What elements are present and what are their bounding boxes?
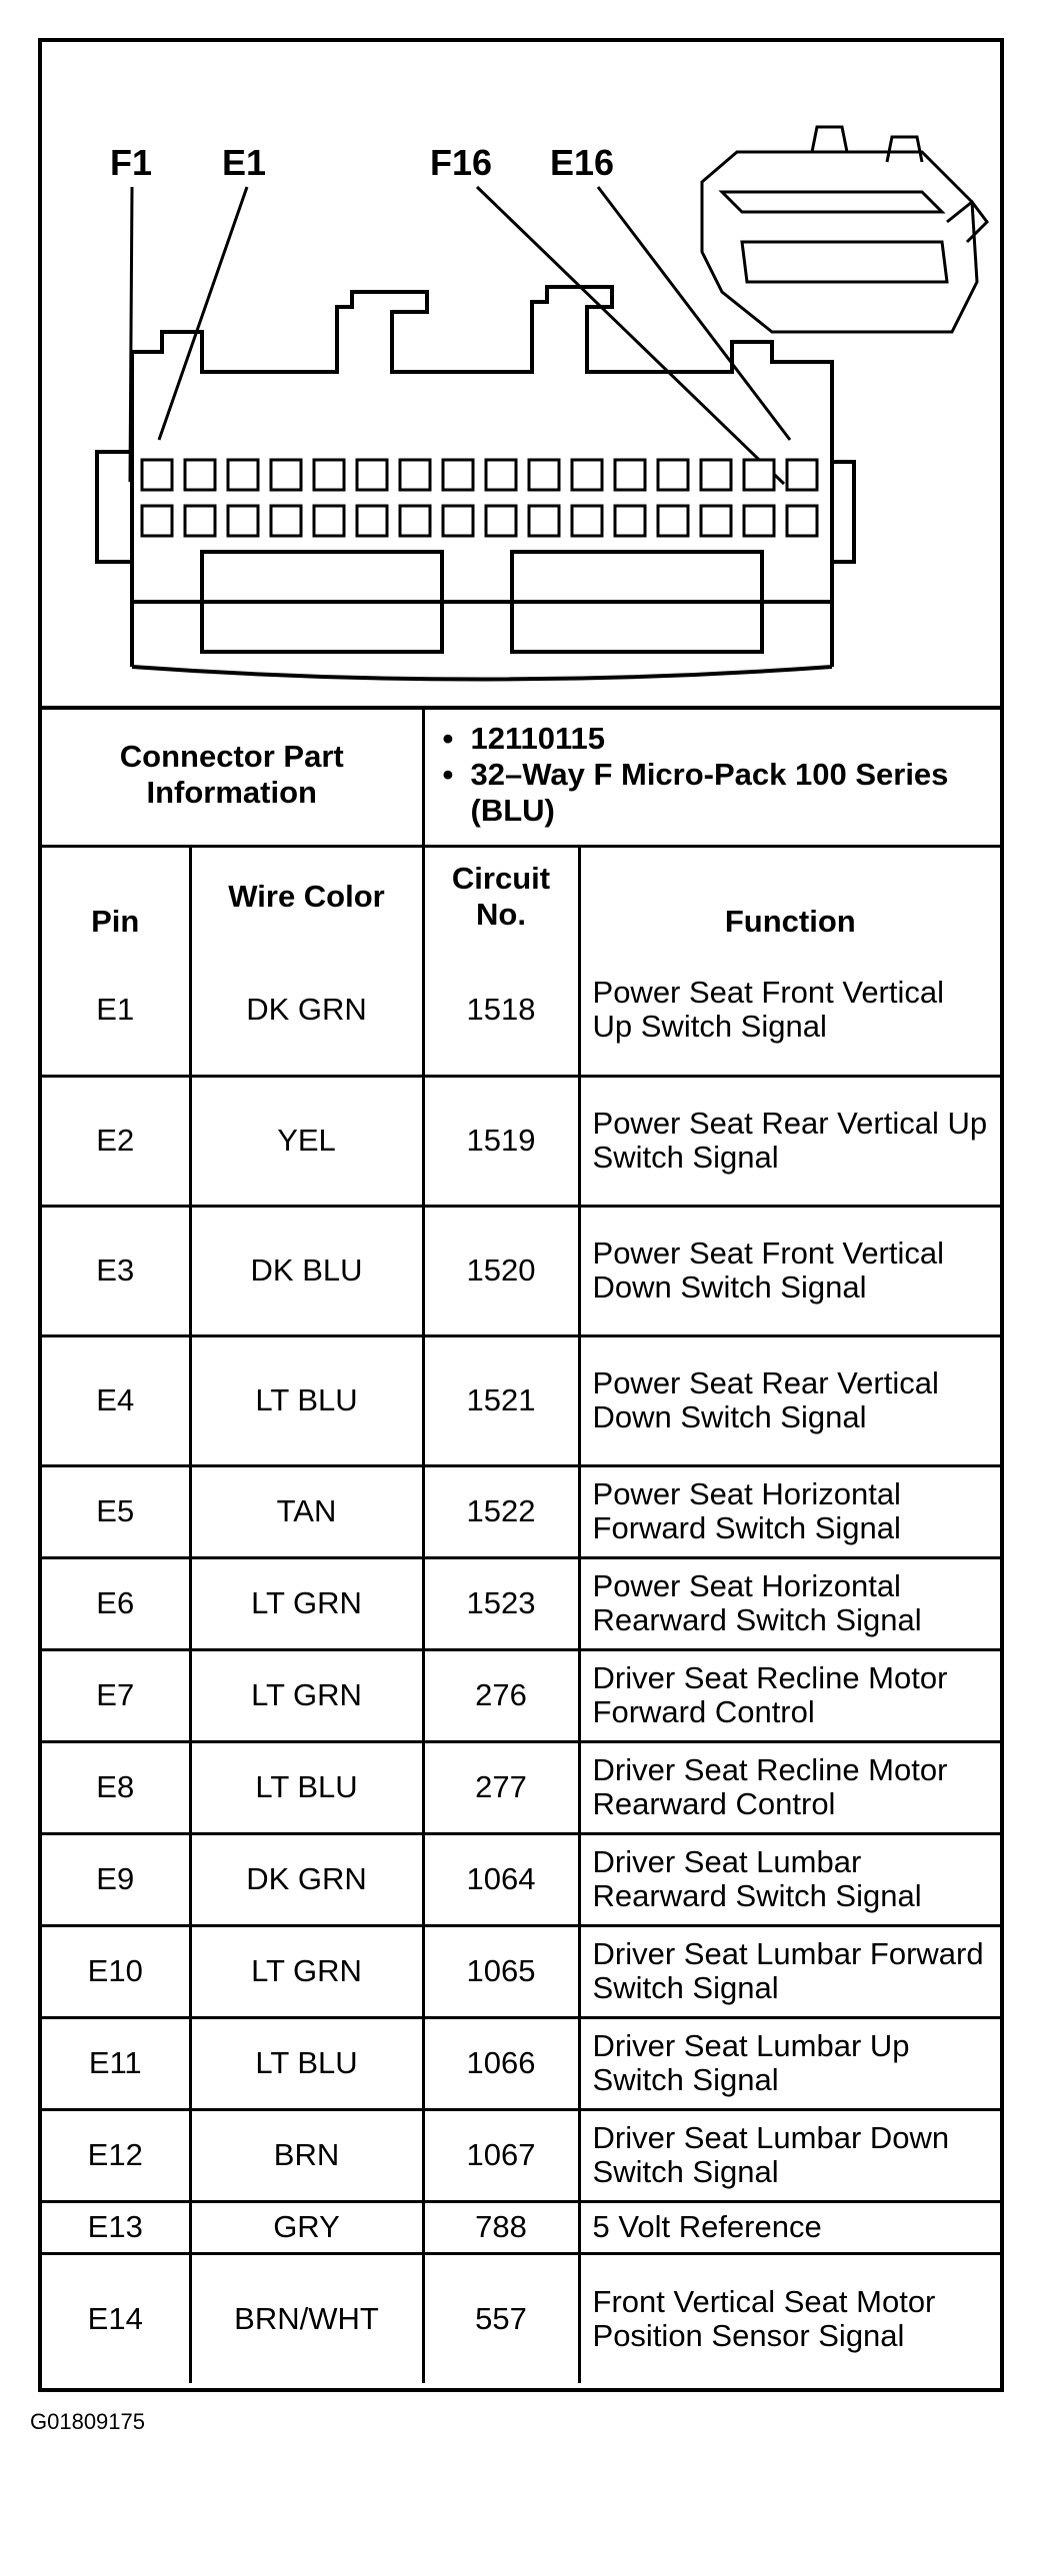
table-row: [42, 1649, 1000, 1741]
connector-iso-drawing: [702, 127, 987, 332]
circuit-cell: 1523: [423, 1557, 579, 1649]
circuit-cell: 1522: [423, 1465, 579, 1557]
table-row: [42, 2253, 1000, 2383]
table-row: [42, 2201, 1000, 2253]
pin-cell: E13: [42, 2201, 190, 2253]
circuit-cell: 276: [423, 1649, 579, 1741]
pin-cavity: [787, 460, 817, 490]
function-cell: Power Seat Front Vertical Up Switch Signal: [579, 946, 1000, 1076]
callout-e1: E1: [222, 142, 267, 183]
pin-cavity: [615, 506, 645, 536]
circuit-cell: 1064: [423, 1833, 579, 1925]
pin-cavity: [787, 506, 817, 536]
pin-cavity: [443, 460, 473, 490]
table-row: [42, 1833, 1000, 1925]
pin-cavity: [701, 506, 731, 536]
wire-color-cell: DK GRN: [190, 1833, 423, 1925]
function-cell: Front Vertical Seat Motor Position Sensor Signal: [579, 2253, 1000, 2383]
pin-cavity: [185, 506, 215, 536]
pin-cavity: [572, 460, 602, 490]
pin-cell: E11: [42, 2017, 190, 2109]
pin-cavity: [572, 506, 602, 536]
connector-info-row: [42, 706, 1000, 846]
wire-color-cell: LT BLU: [190, 1335, 423, 1465]
circuit-cell: 1520: [423, 1206, 579, 1335]
wire-color-cell: DK GRN: [190, 946, 423, 1076]
pin-cell: E3: [42, 1206, 190, 1335]
pin-cavity: [314, 506, 344, 536]
pin-cavity: [701, 460, 731, 490]
connector-diagram: [42, 42, 1000, 710]
pin-cavity: [142, 506, 172, 536]
function-cell: Power Seat Horizontal Rearward Switch Signal: [579, 1557, 1000, 1649]
pin-cavity: [529, 506, 559, 536]
pin-cavity: [357, 460, 387, 490]
function-cell: Driver Seat Recline Motor Rearward Control: [579, 1741, 1000, 1833]
function-cell: 5 Volt Reference: [579, 2201, 1000, 2253]
function-cell: Power Seat Rear Vertical Down Switch Signal: [579, 1335, 1000, 1465]
leader-line-e1: [159, 187, 247, 440]
pin-cell: E12: [42, 2109, 190, 2201]
function-cell: Driver Seat Lumbar Rearward Switch Signal: [579, 1833, 1000, 1925]
pinout-table: [42, 706, 1000, 2383]
table-row: [42, 1206, 1000, 1335]
wire-color-cell: TAN: [190, 1465, 423, 1557]
pin-cavity: [529, 460, 559, 490]
figure-id: G01809175: [30, 2409, 145, 2434]
pin-cavity: [357, 506, 387, 536]
circuit-cell: 277: [423, 1741, 579, 1833]
table-row: [42, 2017, 1000, 2109]
circuit-cell: 1521: [423, 1335, 579, 1465]
table-row: [42, 2109, 1000, 2201]
pin-cavity: [400, 460, 430, 490]
pin-cavity: [486, 460, 516, 490]
circuit-cell: 1065: [423, 1925, 579, 2017]
circuit-cell: 1066: [423, 2017, 579, 2109]
pin-cell: E9: [42, 1833, 190, 1925]
wire-color-cell: BRN/WHT: [190, 2253, 423, 2383]
pin-cavity: [615, 460, 645, 490]
pin-cavity: [228, 506, 258, 536]
wire-color-cell: BRN: [190, 2109, 423, 2201]
function-cell: Power Seat Rear Vertical Up Switch Signal: [579, 1076, 1000, 1206]
callout-f16: F16: [430, 142, 493, 183]
pin-cavity: [658, 506, 688, 536]
wire-color-cell: GRY: [190, 2201, 423, 2253]
connector-info-values: [423, 706, 1000, 846]
connector-info-label: Connector Part Information: [42, 706, 423, 846]
table-row: [42, 1925, 1000, 2017]
wire-color-cell: DK BLU: [190, 1206, 423, 1335]
callout-f1: F1: [110, 142, 153, 183]
pin-cavity: [744, 506, 774, 536]
pin-cavity: [744, 460, 774, 490]
connector-description: • 32–Way F Micro-Pack 100 Series (BLU): [437, 757, 989, 829]
pin-cell: E6: [42, 1557, 190, 1649]
circuit-cell: 1067: [423, 2109, 579, 2201]
connector-drawing: [42, 42, 1000, 706]
circuit-cell: 557: [423, 2253, 579, 2383]
connector-part-number: • 12110115: [437, 721, 989, 757]
pin-cell: E14: [42, 2253, 190, 2383]
pin-cavity: [185, 460, 215, 490]
pin-cavity: [314, 460, 344, 490]
table-row: [42, 1335, 1000, 1465]
pin-cavity: [658, 460, 688, 490]
function-cell: Driver Seat Lumbar Down Switch Signal: [579, 2109, 1000, 2201]
pin-cell: E7: [42, 1649, 190, 1741]
wire-color-cell: YEL: [190, 1076, 423, 1206]
function-cell: Power Seat Horizontal Forward Switch Signal: [579, 1465, 1000, 1557]
circuit-cell: 788: [423, 2201, 579, 2253]
pin-cavity: [228, 460, 258, 490]
pin-cell: E8: [42, 1741, 190, 1833]
pin-cavity: [271, 460, 301, 490]
function-cell: Driver Seat Lumbar Forward Switch Signal: [579, 1925, 1000, 2017]
pin-cell: E5: [42, 1465, 190, 1557]
pin-cell: E4: [42, 1335, 190, 1465]
pin-cavity: [486, 506, 516, 536]
pin-cavity: [400, 506, 430, 536]
table-row: [42, 1557, 1000, 1649]
pin-cavity: [443, 506, 473, 536]
table-header: [42, 846, 1000, 946]
connector-sheet: [38, 38, 1004, 2392]
table-row: [42, 1076, 1000, 1206]
table-row: [42, 946, 1000, 1076]
pin-cavity: [142, 460, 172, 490]
function-cell: Driver Seat Lumbar Up Switch Signal: [579, 2017, 1000, 2109]
function-cell: Driver Seat Recline Motor Forward Control: [579, 1649, 1000, 1741]
callout-e16: E16: [550, 142, 615, 183]
table-row: [42, 1465, 1000, 1557]
wire-color-cell: LT GRN: [190, 1925, 423, 2017]
header-wire-color: Wire Color: [190, 846, 423, 946]
circuit-cell: 1519: [423, 1076, 579, 1206]
header-pin: Pin: [42, 846, 190, 946]
circuit-cell: 1518: [423, 946, 579, 1076]
wire-color-cell: LT GRN: [190, 1649, 423, 1741]
pin-cavity: [271, 506, 301, 536]
wire-color-cell: LT GRN: [190, 1557, 423, 1649]
table-row: [42, 1741, 1000, 1833]
pin-cell: E1: [42, 946, 190, 1076]
pin-cell: E2: [42, 1076, 190, 1206]
pin-cell: E10: [42, 1925, 190, 2017]
function-cell: Power Seat Front Vertical Down Switch Signal: [579, 1206, 1000, 1335]
leader-line-e16: [598, 187, 790, 440]
header-circuit: Circuit No.: [423, 846, 579, 946]
wire-color-cell: LT BLU: [190, 1741, 423, 1833]
header-function: Function: [579, 846, 1000, 946]
wire-color-cell: LT BLU: [190, 2017, 423, 2109]
